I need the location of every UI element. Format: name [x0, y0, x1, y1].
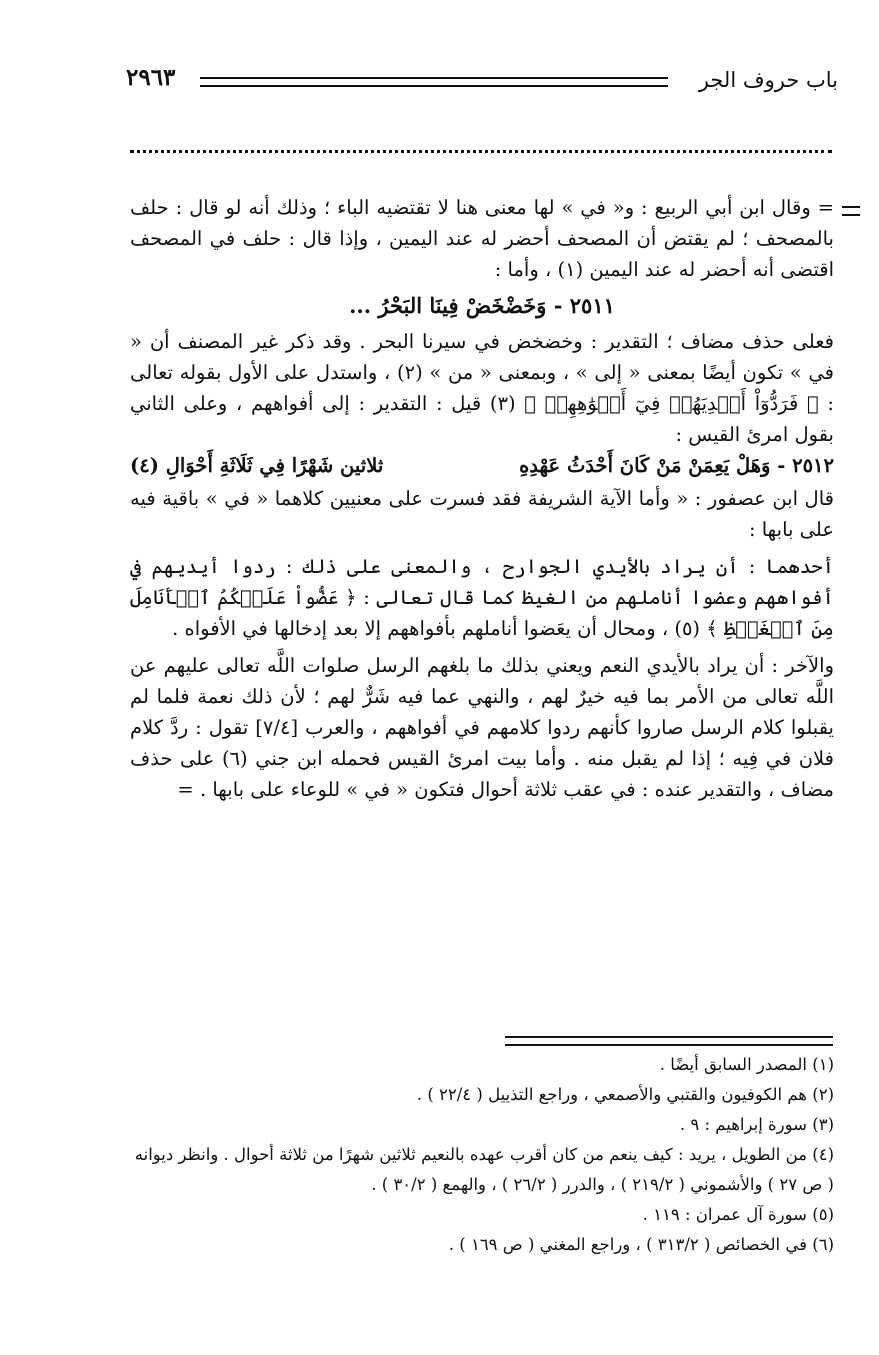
page-number: ٢٩٦٣ — [126, 64, 176, 91]
paragraph-5: والآخر : أن يراد بالأيدي النعم ويعني بذلك ما بلغهم الرسل صلوات اللَّه تعالى عليهم عن اللَّه تعالى من الأمر بما فيه خيرٌ لهم ، والنهي عما فيه شَرٌّ لهم ؛ لأن ذلك نعمة فلما لم يقبلوا كلام الرسل صاروا كأنهم ردوا كلامهم في أفواههم ، والعرب [٧/٤] تقول : ردَّ كلام فلان في فِيه ؛ إذا لم يقبل منه . وأما بيت امرئ القيس فحمله ابن جني (٦) على حذف مضاف ، والتقدير عنده : في عقب ثلاثة أحوال فتكون « في » للوعاء على بابها . = — [130, 654, 834, 801]
paragraph-1: = وقال ابن أبي الربيع : و« في » لها معنى هنا لا تقتضيه الباء ؛ وذلك أنه لو قال : حلف بالمصحف ؛ لم يقتض أن المصحف أحضر له عند اليمين ، وإذا قال : حلف في المصحف اقتضى أنه أحضر له عند اليمين (١) ، وأما : — [130, 196, 834, 281]
footnote-4: (٤) من الطويل ، يريد : كيف ينعم من كان أقرب عهده بالنعيم ثلاثين شهرًا من ثلاثة أحوال . وانظر ديوانه ( ص ٢٧ ) والأشموني ( ٢١٩/٢ ) ، والدرر ( ٢٦/٢ ) ، والهمع ( ٣٠/٢ ) . — [134, 1145, 834, 1194]
paragraph-4: أحدهما : أن يراد بالأيدي الجوارح ، والمعنى على ذلك : ردوا أيديهم في أفواههم وعضوا أناملهم من الغيظ كما قال تعالى : ﴿ عَضُّواْ عَلَيۡكُمُ ٱلۡأَنَامِلَ مِنَ ٱلۡغَيۡظِ ﴾ (٥) ، ومحال أن يعَضوا أناملهم بأفواههم إلا بعد إدخالها في الأفواه . — [130, 555, 834, 640]
paragraph-2: فعلى حذف مضاف ؛ التقدير : وخضخض في سيرنا البحر . وقد ذكر غير المصنف أن « في » تكون أيضًا بمعنى « إلى » ، وبمعنى « من » (٢) ، واستدل على الأول بقوله تعالى : ﴿ فَرَدُّوٓاْ أَيۡدِيَهُمۡ فِيٓ أَفۡوَٰهِهِمۡ ﴾ (٣) قيل : التقدير : إلى أفواههم ، وعلى الثاني بقول امرئ القيس : — [130, 330, 834, 446]
running-header — [118, 62, 838, 102]
verse-2511: ٢٥١١ - وَخَضْخَضْ فِينَا البَحْرُ ... — [349, 293, 615, 318]
footnote-6: (٦) في الخصائص ( ٣١٣/٢ ) ، وراجع المغني ( ص ١٦٩ ) . — [448, 1235, 834, 1254]
footnote-rule — [505, 1036, 833, 1046]
footnote-1: (١) المصدر السابق أيضًا . — [659, 1055, 834, 1074]
footnote-2: (٢) هم الكوفيون والقتبي والأصمعي ، وراجع التذييل ( ٢٢/٤ ) . — [416, 1085, 834, 1104]
footnotes — [130, 1050, 834, 1260]
main-text — [130, 192, 834, 805]
dotted-separator — [130, 150, 832, 153]
verse-2512-second-hemistich: ثلاثين شَهْرًا فِي ثَلَاثَةِ أَحْوَالِ (٤) — [130, 454, 384, 477]
continuation-mark — [842, 206, 860, 216]
chapter-title: باب حروف الجر — [698, 68, 838, 92]
verse-2512 — [130, 454, 834, 477]
verse-2512-first-hemistich: ٢٥١٢ - وَهَلْ يَعِمَنْ مَنْ كَانَ أَحْدَثُ عَهْدِهِ — [519, 454, 834, 477]
footnote-3: (٣) سورة إبراهيم : ٩ . — [679, 1115, 834, 1134]
paragraph-3: قال ابن عصفور : « وأما الآية الشريفة فقد فسرت على معنيين كلاهما « في » باقية فيه على بابها : — [130, 487, 834, 541]
footnote-5: (٥) سورة آل عمران : ١١٩ . — [642, 1205, 834, 1224]
header-double-rule — [200, 77, 668, 87]
